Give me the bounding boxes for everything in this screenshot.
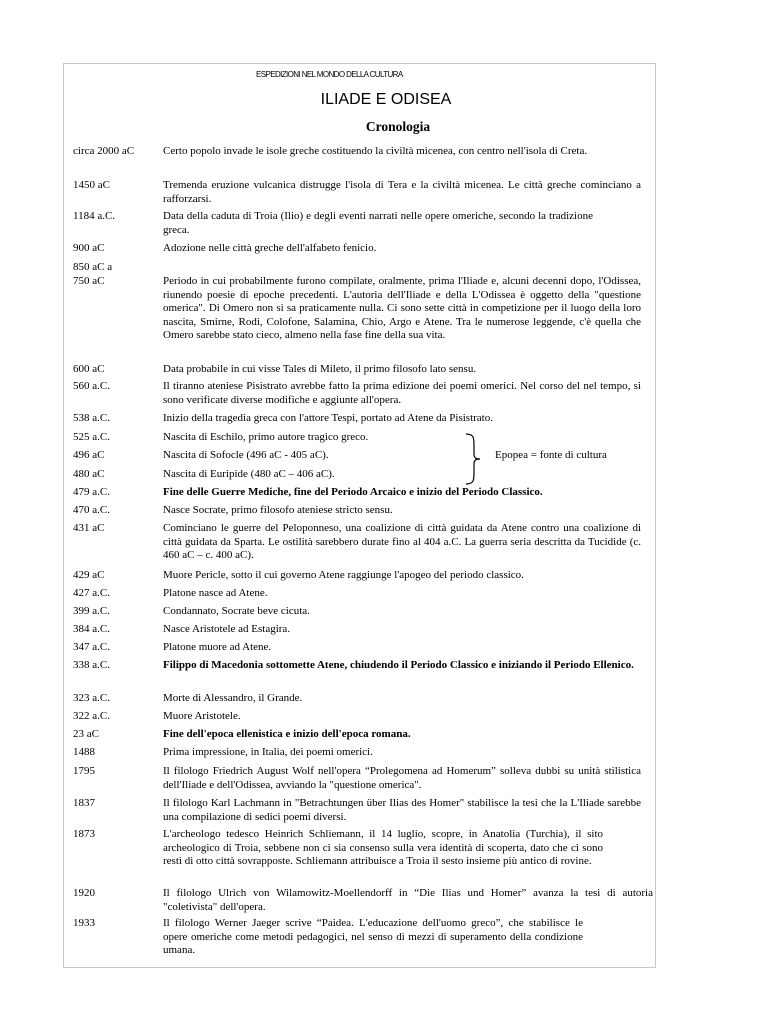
brace-label: Epopea = fonte di cultura: [495, 449, 607, 461]
entry-date: 600 aC: [73, 363, 105, 375]
entry-date: 322 a.C.: [73, 710, 110, 722]
entry-text: Filippo di Macedonia sottomette Atene, chiudendo il Periodo Classico e iniziando il Periodo Ellenico.: [163, 659, 634, 671]
entry-date: 538 a.C.: [73, 412, 110, 424]
page-title: ILIADE E ODISEA: [320, 91, 452, 108]
entry-text: Condannato, Socrate beve cicuta.: [163, 605, 310, 617]
entry-text: Nasce Socrate, primo filosofo ateniese stricto sensu.: [163, 504, 393, 516]
entry-text: Certo popolo invade le isole greche costituendo la civiltà micenea, con centro nell'isola di Creta.: [163, 145, 588, 157]
entry-text: Nascita di Sofocle (496 aC - 405 aC).: [163, 449, 329, 461]
entry-date: 399 a.C.: [73, 605, 110, 617]
entry-date: 496 aC: [73, 449, 105, 461]
entry-text: Muore Aristotele.: [163, 710, 241, 722]
entry-text: Nascita di Euripide (480 aC – 406 aC).: [163, 468, 335, 480]
entry-date: 1920: [73, 887, 95, 899]
entry-text: Platone muore ad Atene.: [163, 641, 272, 653]
entry-text: Morte di Alessandro, il Grande.: [163, 692, 303, 704]
entry-text: Data della caduta di Troia (Ilio) e degli eventi narrati nelle opere omeriche, secondo la tradizione greca.: [163, 210, 593, 236]
entry-date: 470 a.C.: [73, 504, 110, 516]
entry-date: 338 a.C.: [73, 659, 110, 671]
entry-text: Platone nasce ad Atene.: [163, 587, 268, 599]
entry-date: 1933: [73, 917, 95, 929]
entry-date: 384 a.C.: [73, 623, 110, 635]
entry-date: 1873: [73, 828, 95, 840]
entry-text: L'archeologo tedesco Heinrich Schliemann, il 14 luglio, scopre, in Anatolia (Turchia), il sito archeologico di Troia, sebbene non ci sia consenso sulla vera identità di scoperta, dato che ci sono resti di otto città sovrapposte. Schliemann attribuisce a Troia il sesto insieme più antico di rovine.: [163, 828, 603, 868]
entry-text: Inizio della tragedia greca con l'attore Tespi, portato ad Atene da Pisistrato.: [163, 412, 493, 424]
entry-text: Il filologo Friedrich August Wolf nell'opera “Prolegomena ad Homerum” solleva dubbi su unità stilistica dell'Iliade e dell'Odissea, avviando la "questione omerica".: [163, 765, 641, 791]
entry-text: Tremenda eruzione vulcanica distrugge l'isola di Tera e la civiltà micenea. Le città greche cominciano a rafforzarsi.: [163, 179, 641, 205]
entry-date: 900 aC: [73, 242, 105, 254]
entry-date: 427 a.C.: [73, 587, 110, 599]
entry-date: 850 aC a: [73, 261, 113, 273]
curly-brace-icon: [462, 432, 488, 486]
series-header: ESPEDIZIONI NEL MONDO DELLA CULTURA: [256, 70, 403, 79]
entry-date: 347 a.C.: [73, 641, 110, 653]
entry-date: 23 aC: [73, 728, 99, 740]
entry-date: 1795: [73, 765, 95, 777]
entry-date: 560 a.C.: [73, 380, 110, 392]
entry-text: Il filologo Ulrich von Wilamowitz-Moellendorff in “Die Ilias und Homer” avanza la tesi di autoria "coletivista" dell'opera.: [163, 887, 653, 913]
entry-date: 480 aC: [73, 468, 105, 480]
entry-text: Prima impressione, in Italia, dei poemi omerici.: [163, 746, 373, 758]
entry-date: 1450 aC: [73, 179, 110, 191]
entry-date: 1837: [73, 797, 95, 809]
entry-date: 750 aC: [73, 275, 105, 287]
entry-text: Periodo in cui probabilmente furono compilate, oralmente, prima l'Iliade e, alcuni decenni dopo, l'Odissea, riunendo poesie di epoche precedenti. L'autoria dell'Iliade e della L'Odissea è oggetto della "questione omerica". Di Omero non si sa praticamente nulla. Ci sono sette città in competizione per il luogo della loro nascita, Smirne, Rodi, Colofone, Salamina, Chio, Argo e Atene. Tra le numerose leggende, c'è quella che Omero sarebbe stato cieco, almeno nella fase fine della sua vita.: [163, 275, 641, 342]
entry-date: 431 aC: [73, 522, 105, 534]
entry-text: Fine delle Guerre Mediche, fine del Periodo Arcaico e inizio del Periodo Classico.: [163, 486, 543, 498]
entry-date: 323 a.C.: [73, 692, 110, 704]
entry-text: Fine dell'epoca ellenistica e inizio dell'epoca romana.: [163, 728, 411, 740]
page-subtitle: Cronologia: [365, 119, 431, 134]
entry-date: circa 2000 aC: [73, 145, 135, 157]
entry-text: Nasce Aristotele ad Estagira.: [163, 623, 291, 635]
entry-text: Il filologo Werner Jaeger scrive “Paidea. L'educazione dell'uomo greco”, che stabilisce le opere omeriche come metodi pedagogici, nel senso di mezzi di superamento della condizione umana.: [163, 917, 583, 957]
entry-text: Cominciano le guerre del Peloponneso, una coalizione di città guidata da Atene contro una coalizione di città guidata da Sparta. Le ostilità sarebbero durate fino al 404 a.C. La guerra seria descritta da Tucidide (c. 460 aC – c. 400 aC).: [163, 522, 641, 562]
entry-text: Il filologo Karl Lachmann in "Betrachtungen über Ilias des Homer" stabilisce la tesi che la L'Iliade sarebbe una compilazione di sedici poemi diversi.: [163, 797, 641, 823]
entry-text: Adozione nelle città greche dell'alfabeto fenicio.: [163, 242, 377, 254]
entry-text: Il tiranno ateniese Pisistrato avrebbe fatto la prima edizione dei poemi omerici. Nel corso del nel tempo, si sono verificate diverse modifiche e aggiunte all'opera.: [163, 380, 641, 406]
entry-date: 525 a.C.: [73, 431, 110, 443]
entry-text: Data probabile in cui visse Tales di Mileto, il primo filosofo lato sensu.: [163, 363, 477, 375]
entry-text: Nascita di Eschilo, primo autore tragico greco.: [163, 431, 369, 443]
entry-date: 1184 a.C.: [73, 210, 116, 222]
entry-text: Muore Pericle, sotto il cui governo Atene raggiunge l'apogeo del periodo classico.: [163, 569, 524, 581]
entry-date: 1488: [73, 746, 95, 758]
entry-date: 479 a.C.: [73, 486, 110, 498]
entry-date: 429 aC: [73, 569, 105, 581]
